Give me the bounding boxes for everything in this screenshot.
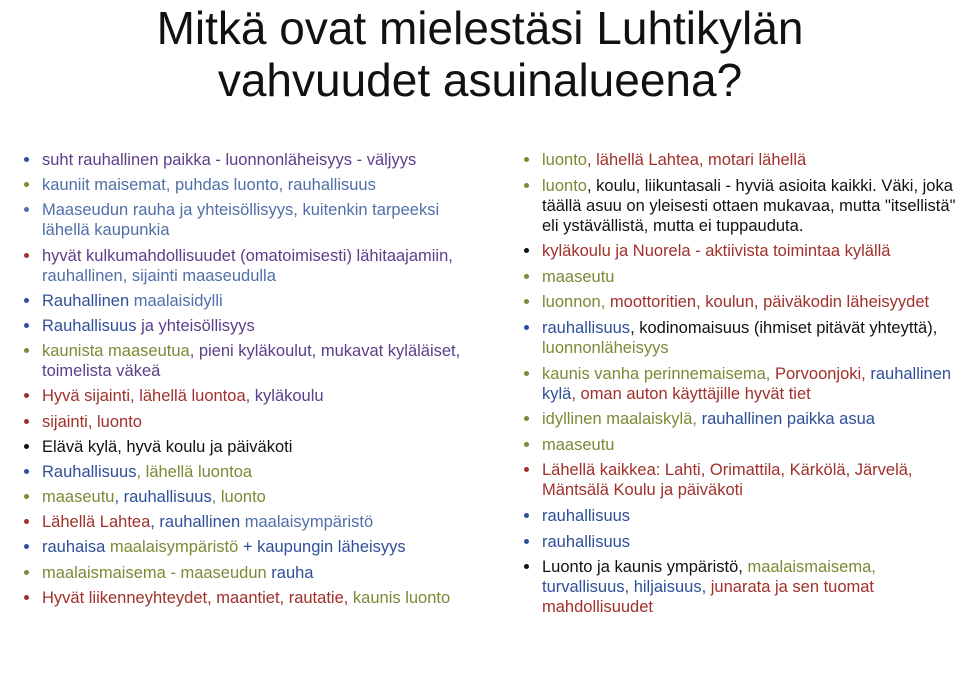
list-item — [518, 150, 958, 170]
list-item-text: rauhallinen paikka asua — [701, 410, 875, 429]
list-item-text: suht rauhallinen paikka - luonnonläheisyys - väljyys — [42, 151, 417, 169]
title-line-2: vahvuudet asuinalueena? — [217, 54, 743, 106]
list-item-text: maalaisidylli — [133, 291, 223, 310]
list-item-text: , rauhallinen — [150, 513, 245, 532]
bullet-dot-icon — [524, 248, 529, 253]
list-item — [18, 246, 468, 286]
list-item-text: Rauhallinen — [42, 291, 134, 310]
list-item — [18, 563, 468, 583]
bullet-dot-icon — [524, 539, 529, 544]
list-item-text: Rauhallisuus — [42, 316, 137, 335]
bullet-dot-icon — [24, 298, 29, 303]
list-item-text: maaseutu — [42, 488, 115, 507]
list-item — [18, 386, 468, 406]
right-bullet-list — [518, 150, 958, 617]
list-item-text: maalaismaisema, — [747, 558, 876, 577]
list-item-text: Rauhallisuus — [42, 462, 137, 481]
list-item — [518, 409, 958, 429]
list-item — [18, 537, 468, 557]
bullet-dot-icon — [24, 393, 29, 398]
list-item-text: idyllinen maalaiskylä, — [542, 410, 702, 429]
list-item-text: ja yhteisöllisyys, kuitenkin tarpeeksi lähellä kaupunkia — [42, 201, 440, 240]
bullet-dot-icon — [24, 469, 29, 474]
list-item-text: rauhallisuus — [542, 318, 631, 337]
list-item — [518, 292, 958, 312]
list-item-text: maalaisympäristö — [244, 513, 374, 532]
list-item — [18, 175, 468, 195]
list-item — [18, 487, 468, 507]
list-item — [18, 512, 468, 532]
bullet-dot-icon — [24, 157, 29, 162]
list-item-text: rauhaisa — [42, 538, 110, 557]
list-item-text: moottoritien, koulun, päiväkodin läheisyydet — [609, 293, 930, 312]
list-item-text: , rauhallisuus — [114, 488, 212, 507]
list-item-text: rauhallinen kylä — [542, 364, 952, 403]
list-item-text: sijainti, luonto — [42, 412, 142, 431]
list-item — [518, 176, 958, 236]
list-item — [18, 437, 468, 457]
bullet-dot-icon — [524, 325, 529, 330]
bullet-dot-icon — [524, 274, 529, 279]
list-item-text: , pieni kyläkoulut, mukavat kyläläiset, toimelista väkeä — [42, 342, 461, 381]
list-item — [18, 462, 468, 482]
list-item — [518, 460, 958, 500]
bullet-dot-icon — [24, 494, 29, 499]
list-item-text: rauhallisuus — [542, 532, 631, 551]
list-item-text: junarata ja sen tuomat mahdollisuudet — [542, 578, 875, 617]
list-item-text: , kyläkoulu — [245, 387, 324, 406]
list-item-text: Elävä kylä, hyvä koulu ja päiväkoti — [42, 437, 293, 456]
list-item — [518, 241, 958, 261]
list-item-text: , lähellä Lahtea, motari lähellä — [586, 151, 807, 169]
bullet-dot-icon — [524, 564, 529, 569]
bullet-dot-icon — [24, 419, 29, 424]
bullet-dot-icon — [524, 183, 529, 188]
list-item-text: turvallisuus, hiljaisuus, — [542, 578, 711, 597]
bullet-dot-icon — [524, 299, 529, 304]
bullet-dot-icon — [524, 467, 529, 472]
list-item-text: rauha — [271, 563, 314, 582]
list-item-text: kyläkoulu ja Nuorela - aktiivista toimintaa kylällä — [542, 242, 891, 261]
list-item-text: Hyvät liikenneyhteydet, maantiet, rautatie, — [42, 588, 353, 607]
slide-title — [0, 0, 960, 106]
bullet-dot-icon — [524, 513, 529, 518]
list-item — [18, 150, 468, 170]
list-item — [18, 588, 468, 608]
list-item-text: kaunis vanha perinnemaisema, — [542, 364, 775, 383]
list-item — [518, 506, 958, 526]
list-item — [518, 435, 958, 455]
list-item-text: , oman auton käyttäjille hyvät tiet — [571, 384, 811, 403]
list-item-text: Hyvä sijainti, lähellä luontoa — [42, 387, 246, 406]
bullet-dot-icon — [24, 595, 29, 600]
list-item-text: hyvät kulkumahdollisuudet (omatoimisesti) lähitaajamiin, — [42, 246, 453, 265]
bullet-dot-icon — [24, 519, 29, 524]
bullet-dot-icon — [524, 442, 529, 447]
list-item-text: Lähellä kaikkea: Lahti, Orimattila, Kärkölä, Järvelä, Mäntsälä Koulu ja päiväkoti — [542, 461, 913, 500]
bullet-dot-icon — [524, 416, 529, 421]
list-item-text: rauhallinen, sijainti maaseudulla — [42, 266, 276, 285]
list-item — [518, 532, 958, 552]
list-item-text: Lähellä Lahtea — [42, 513, 151, 532]
bullet-dot-icon — [24, 253, 29, 258]
list-item-text: , koulu, liikuntasali - hyviä asioita kaikki. Väki, joka täällä asuu on yleisesti ottaen mukavaa, mutta "itsellistä" eli ystävällistä, mutta ei tuppauduta. — [542, 176, 956, 235]
list-item — [18, 200, 468, 240]
list-item — [518, 364, 958, 404]
bullet-dot-icon — [24, 207, 29, 212]
bullet-dot-icon — [24, 182, 29, 187]
bullet-dot-icon — [24, 570, 29, 575]
list-item-text: maaseutu — [542, 435, 615, 454]
list-item — [18, 412, 468, 432]
list-item-text: luonto — [542, 151, 587, 169]
list-item-text: kaunista maaseutua — [42, 342, 190, 361]
list-item — [518, 557, 958, 617]
left-bullet-list — [18, 150, 468, 608]
right-column — [518, 150, 958, 623]
list-item-text: ja yhteisöllisyys — [136, 316, 255, 335]
list-item — [518, 267, 958, 287]
bullet-dot-icon — [24, 544, 29, 549]
bullet-dot-icon — [524, 157, 529, 162]
list-item-text: luonnon, — [542, 293, 610, 312]
list-item-text: luonto — [542, 176, 587, 195]
list-item-text: , kodinomaisuus (ihmiset pitävät yhteyttä), — [630, 318, 938, 337]
list-item-text: Luonto ja kaunis ympäristö, — [542, 558, 748, 577]
bullet-dot-icon — [24, 348, 29, 353]
list-item-text: kaunis luonto — [352, 588, 451, 607]
list-item-text: rauhallisuus — [542, 506, 631, 525]
list-item — [18, 341, 468, 381]
title-line-1: Mitkä ovat mielestäsi Luhtikylän — [156, 2, 804, 54]
list-item-text: , luonto — [211, 488, 266, 507]
list-item-text: Porvoonjoki, — [774, 364, 871, 383]
list-item-text: kauniit maisemat, puhdas luonto, rauhallisuus — [42, 176, 376, 195]
list-item — [18, 316, 468, 336]
list-item — [518, 318, 958, 358]
list-item-text: maalaismaisema - maaseudun — [42, 563, 272, 582]
bullet-dot-icon — [24, 323, 29, 328]
list-item — [18, 291, 468, 311]
list-item-text: maalaisympäristö — [109, 538, 239, 557]
bullet-dot-icon — [524, 371, 529, 376]
list-item-text: , lähellä luontoa — [136, 462, 253, 481]
list-item-text: + kaupungin läheisyys — [238, 538, 406, 557]
bullet-dot-icon — [24, 444, 29, 449]
left-column — [18, 150, 468, 613]
list-item-text: maaseutu — [542, 267, 615, 286]
list-item-text: Maaseudun rauha — [42, 201, 176, 220]
list-item-text: luonnonläheisyys — [542, 338, 669, 357]
